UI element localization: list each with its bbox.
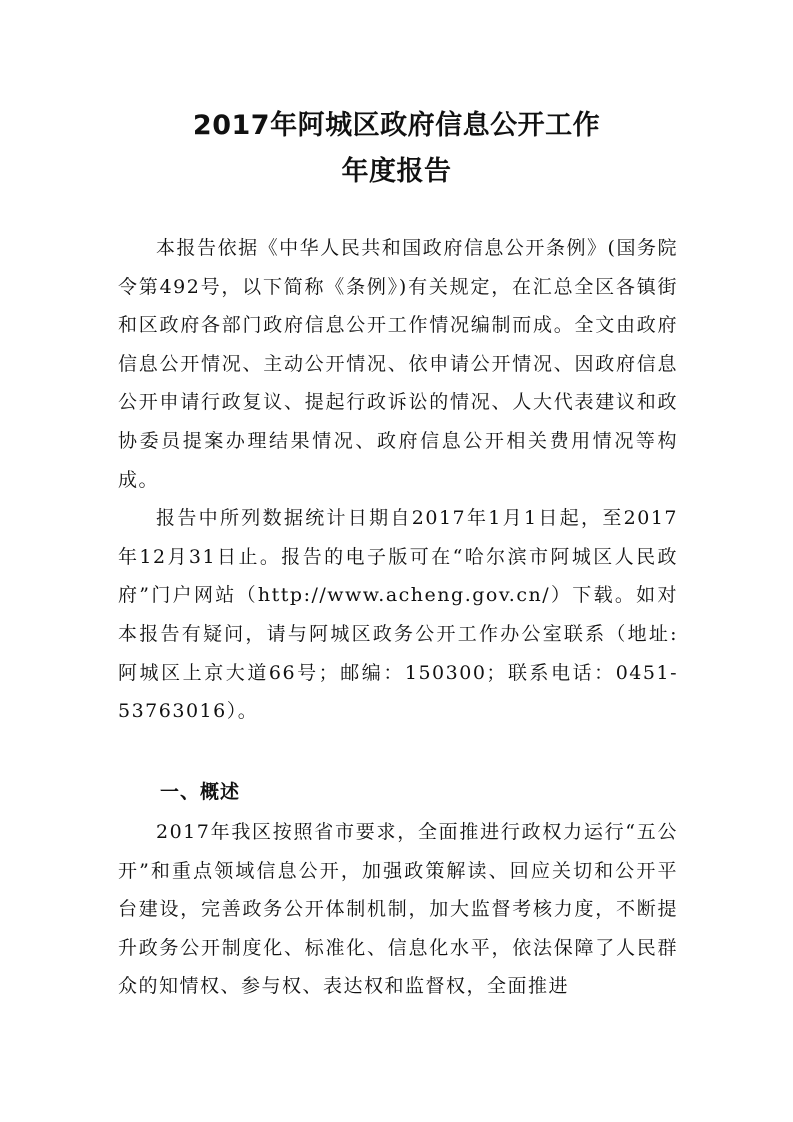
paragraph-statistics-period: 报告中所列数据统计日期自2017年1月1日起，至2017年12月31日止。报告的电子版可在“哈尔滨市阿城区人民政府”门户网站（http://www.acheng.gov.cn/）下载。如对本报告有疑问，请与阿城区政务公开工作办公室联系（地址:阿城区上京大道66号；邮编：150300；联系电话：0451-53763016）。 — [118, 507, 678, 723]
intro-section — [118, 229, 678, 731]
paragraph-overview: 2017年我区按照省市要求，全面推进行政权力运行“五公开”和重点领域信息公开，加强政策解读、回应关切和公开平台建设，完善政务公开体制机制，加大监督考核力度，不断提升政务公开制度化、标准化、信息化水平，依法保障了人民群众的知情权、参与权、表达权和监督权，全面推进 — [118, 821, 678, 998]
paragraph-basis: 本报告依据《中华人民共和国政府信息公开条例》(国务院令第492号，以下简称《条例》)有关规定，在汇总全区各镇街和区政府各部门政府信息公开工作情况编制而成。全文由政府信息公开情况、主动公开情况、依申请公开情况、因政府信息公开申请行政复议、提起行政诉讼的情况、人大代表建议和政协委员提案办理结果情况、政府信息公开相关费用情况等构成。 — [118, 237, 678, 491]
report-title-line2: 年度报告 — [341, 156, 452, 187]
section-heading-overview: 一、概述 — [160, 781, 241, 803]
report-title-line1: 2017年阿城区政府信息公开工作 — [192, 110, 601, 141]
overview-section — [118, 813, 678, 1006]
